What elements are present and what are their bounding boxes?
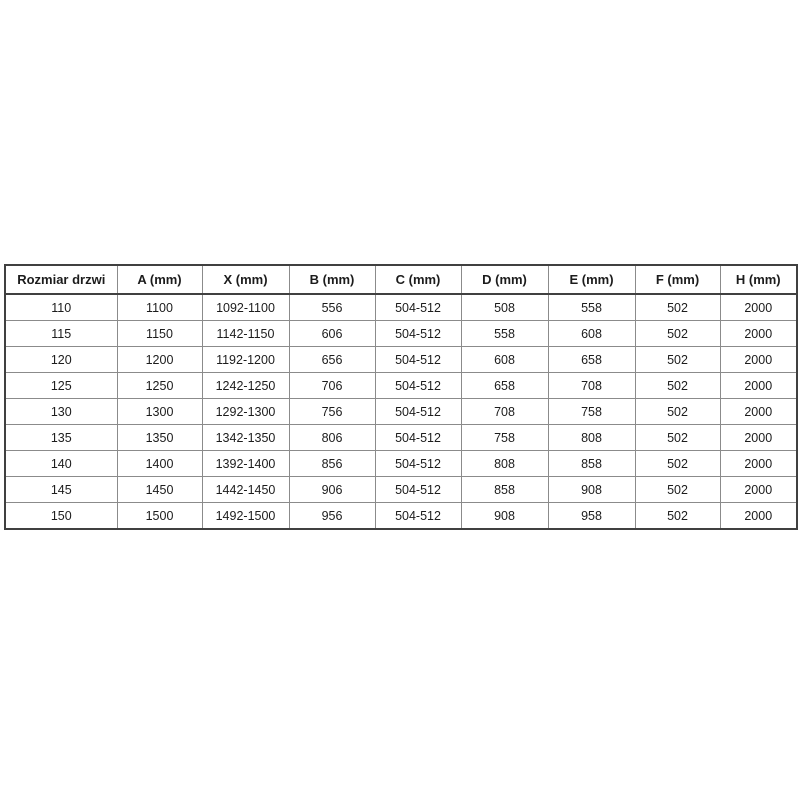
table-row <box>5 294 797 321</box>
table-cell: 808 <box>548 425 635 451</box>
table-cell: 758 <box>548 399 635 425</box>
table-cell: 2000 <box>720 503 797 530</box>
header-cell: E (mm) <box>548 265 635 294</box>
table-cell: 2000 <box>720 294 797 321</box>
table-cell: 2000 <box>720 399 797 425</box>
table-row <box>5 347 797 373</box>
table-cell: 1150 <box>117 321 202 347</box>
table-cell: 1442-1450 <box>202 477 289 503</box>
table-cell: 1350 <box>117 425 202 451</box>
table-cell: 140 <box>5 451 117 477</box>
table-body <box>5 294 797 529</box>
table-cell: 958 <box>548 503 635 530</box>
table-cell: 706 <box>289 373 375 399</box>
table-cell: 1500 <box>117 503 202 530</box>
table-row <box>5 451 797 477</box>
table-cell: 656 <box>289 347 375 373</box>
table-cell: 504-512 <box>375 425 461 451</box>
table-cell: 1392-1400 <box>202 451 289 477</box>
table-row <box>5 425 797 451</box>
table-header-row <box>5 265 797 294</box>
table-cell: 2000 <box>720 425 797 451</box>
header-cell: A (mm) <box>117 265 202 294</box>
table-cell: 658 <box>461 373 548 399</box>
header-cell: H (mm) <box>720 265 797 294</box>
table-cell: 1300 <box>117 399 202 425</box>
table-cell: 125 <box>5 373 117 399</box>
header-cell: F (mm) <box>635 265 720 294</box>
table-cell: 502 <box>635 373 720 399</box>
table-cell: 502 <box>635 399 720 425</box>
table-cell: 135 <box>5 425 117 451</box>
table-cell: 908 <box>548 477 635 503</box>
table-cell: 504-512 <box>375 477 461 503</box>
table-cell: 906 <box>289 477 375 503</box>
table-cell: 606 <box>289 321 375 347</box>
header-cell: D (mm) <box>461 265 548 294</box>
table-cell: 504-512 <box>375 503 461 530</box>
table-cell: 658 <box>548 347 635 373</box>
table-cell: 708 <box>461 399 548 425</box>
table-cell: 558 <box>461 321 548 347</box>
table-cell: 808 <box>461 451 548 477</box>
table-cell: 858 <box>548 451 635 477</box>
table-cell: 1100 <box>117 294 202 321</box>
table-cell: 502 <box>635 425 720 451</box>
table-cell: 145 <box>5 477 117 503</box>
table-row <box>5 477 797 503</box>
table-cell: 608 <box>461 347 548 373</box>
table-cell: 130 <box>5 399 117 425</box>
table-row <box>5 503 797 530</box>
table-cell: 556 <box>289 294 375 321</box>
table-cell: 1292-1300 <box>202 399 289 425</box>
table-cell: 708 <box>548 373 635 399</box>
table-cell: 2000 <box>720 347 797 373</box>
table-cell: 502 <box>635 294 720 321</box>
table-cell: 110 <box>5 294 117 321</box>
door-size-table-container <box>4 264 796 530</box>
table-cell: 2000 <box>720 477 797 503</box>
table-cell: 908 <box>461 503 548 530</box>
table-cell: 858 <box>461 477 548 503</box>
table-cell: 1192-1200 <box>202 347 289 373</box>
table-cell: 502 <box>635 503 720 530</box>
table-cell: 608 <box>548 321 635 347</box>
table-cell: 1342-1350 <box>202 425 289 451</box>
table-cell: 1142-1150 <box>202 321 289 347</box>
table-cell: 1400 <box>117 451 202 477</box>
table-cell: 504-512 <box>375 321 461 347</box>
table-cell: 504-512 <box>375 294 461 321</box>
table-row <box>5 373 797 399</box>
table-cell: 502 <box>635 451 720 477</box>
table-cell: 1492-1500 <box>202 503 289 530</box>
table-cell: 115 <box>5 321 117 347</box>
table-cell: 2000 <box>720 373 797 399</box>
table-cell: 856 <box>289 451 375 477</box>
header-cell: Rozmiar drzwi <box>5 265 117 294</box>
header-cell: X (mm) <box>202 265 289 294</box>
table-cell: 1250 <box>117 373 202 399</box>
table-cell: 120 <box>5 347 117 373</box>
table-cell: 504-512 <box>375 373 461 399</box>
table-cell: 504-512 <box>375 347 461 373</box>
table-cell: 2000 <box>720 321 797 347</box>
table-cell: 504-512 <box>375 451 461 477</box>
table-cell: 502 <box>635 347 720 373</box>
table-cell: 1200 <box>117 347 202 373</box>
table-cell: 2000 <box>720 451 797 477</box>
table-cell: 150 <box>5 503 117 530</box>
table-cell: 1450 <box>117 477 202 503</box>
table-cell: 502 <box>635 477 720 503</box>
table-cell: 1242-1250 <box>202 373 289 399</box>
table-header <box>5 265 797 294</box>
door-size-spec-table <box>4 264 798 530</box>
table-cell: 508 <box>461 294 548 321</box>
table-cell: 758 <box>461 425 548 451</box>
table-cell: 502 <box>635 321 720 347</box>
table-cell: 558 <box>548 294 635 321</box>
header-cell: C (mm) <box>375 265 461 294</box>
header-cell: B (mm) <box>289 265 375 294</box>
table-row <box>5 321 797 347</box>
table-cell: 806 <box>289 425 375 451</box>
table-cell: 756 <box>289 399 375 425</box>
table-cell: 504-512 <box>375 399 461 425</box>
table-row <box>5 399 797 425</box>
table-cell: 956 <box>289 503 375 530</box>
table-cell: 1092-1100 <box>202 294 289 321</box>
